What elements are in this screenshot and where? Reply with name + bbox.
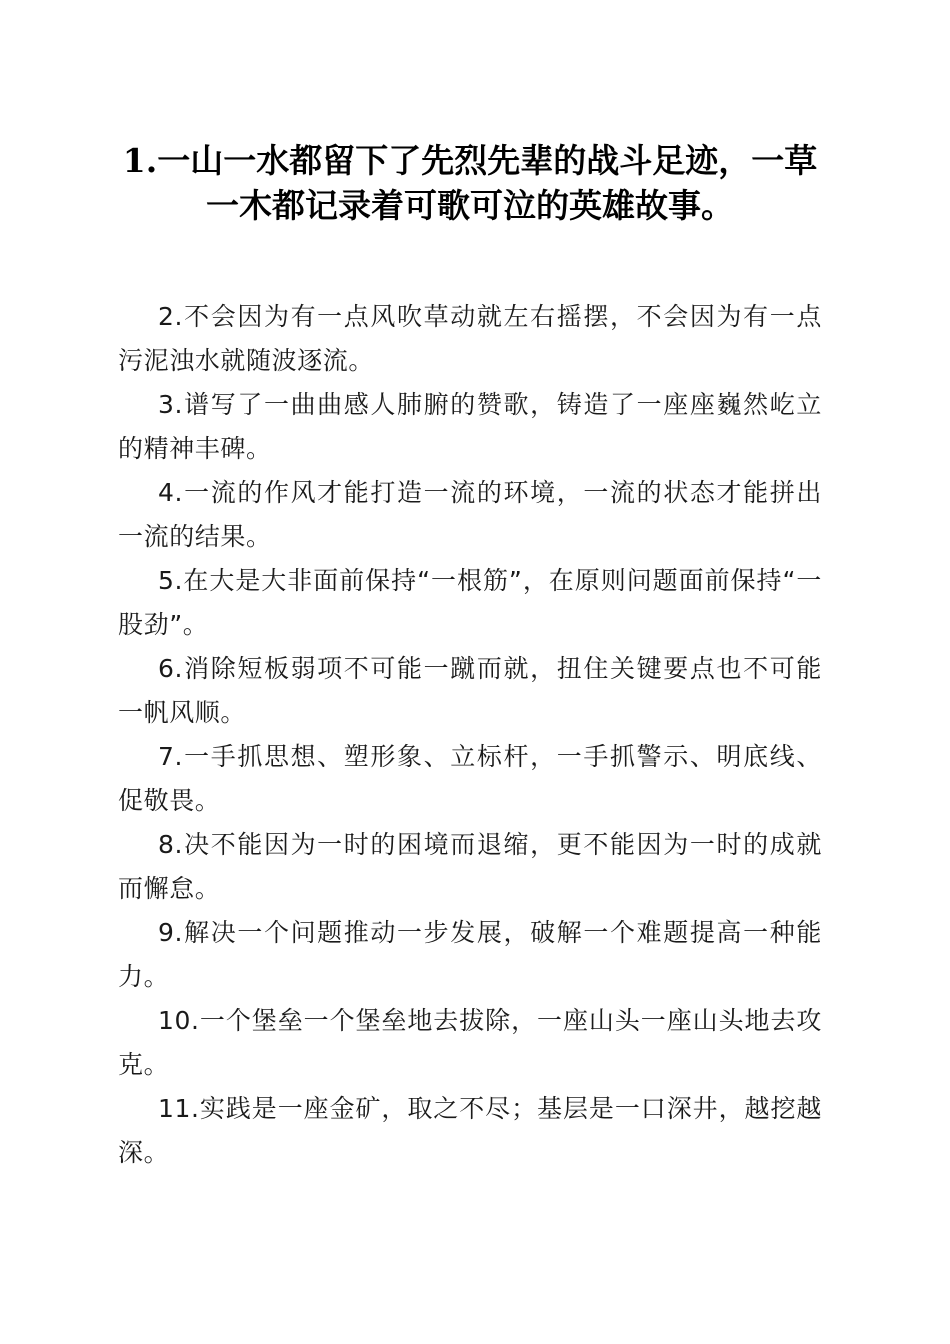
list-item: 6.消除短板弱项不可能一蹴而就，扭住关键要点也不可能一帆风顺。 xyxy=(118,654,822,727)
list-item: 3.谱写了一曲曲感人肺腑的赞歌，铸造了一座座巍然屹立的精神丰碑。 xyxy=(118,390,822,463)
list-item: 5.在大是大非面前保持“一根筋”，在原则问题面前保持“一股劲”。 xyxy=(118,566,822,639)
list-item: 9.解决一个问题推动一步发展，破解一个难题提高一种能力。 xyxy=(118,918,822,991)
list-item: 8.决不能因为一时的困境而退缩，更不能因为一时的成就而懈怠。 xyxy=(118,830,822,903)
list-item: 2.不会因为有一点风吹草动就左右摇摆，不会因为有一点污泥浊水就随波逐流。 xyxy=(118,302,822,375)
document-title: 1.一山一水都留下了先烈先辈的战斗足迹，一草一木都记录着可歌可泣的英雄故事。 xyxy=(122,141,818,225)
list-item: 4.一流的作风才能打造一流的环境，一流的状态才能拼出一流的结果。 xyxy=(118,478,822,551)
quote-list xyxy=(118,295,822,1175)
list-item: 10.一个堡垒一个堡垒地去拔除，一座山头一座山头地去攻克。 xyxy=(118,1006,822,1079)
document-page xyxy=(118,138,822,1175)
list-item: 11.实践是一座金矿，取之不尽；基层是一口深井，越挖越深。 xyxy=(118,1094,822,1167)
list-item: 7.一手抓思想、塑形象、立标杆，一手抓警示、明底线、促敬畏。 xyxy=(118,742,822,815)
